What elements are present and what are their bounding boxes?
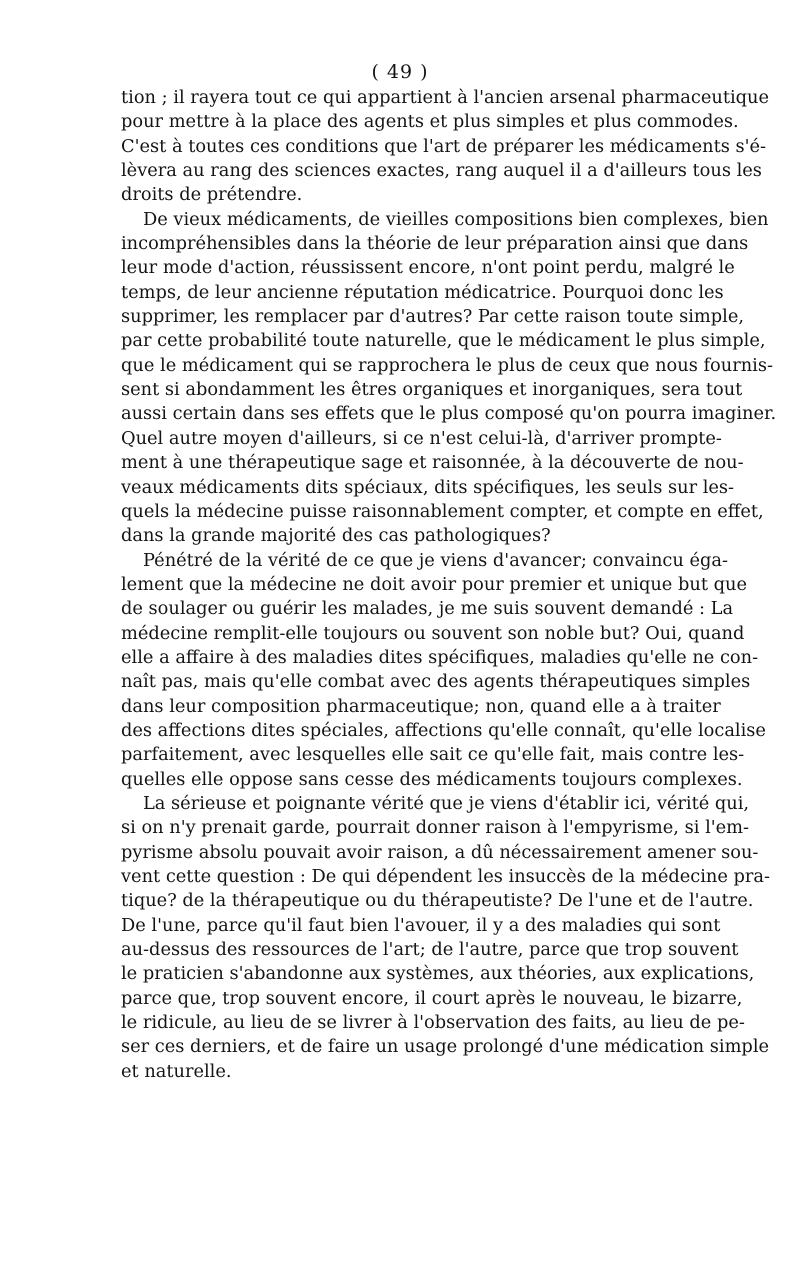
text-line: ser ces derniers, et de faire un usage prolongé d'une médication simple	[121, 1036, 770, 1058]
text-line: De l'une, parce qu'il faut bien l'avouer, il y a des maladies qui sont	[121, 914, 721, 936]
text-line: sent si abondamment les êtres organiques et inorganiques, sera tout	[121, 379, 743, 401]
text-line: et naturelle.	[121, 1060, 232, 1082]
text-line: quelles elle oppose sans cesse des médicaments toujours complexes.	[121, 768, 743, 790]
text-line: par cette probabilité toute naturelle, que le médicament le plus simple,	[121, 330, 766, 352]
page-number: ( 49 )	[371, 61, 429, 83]
text-line: parce que, trop souvent encore, il court après le nouveau, le bizarre,	[121, 987, 743, 1009]
text-line: au-dessus des ressources de l'art; de l'autre, parce que trop souvent	[121, 939, 739, 961]
text-line: le ridicule, au lieu de se livrer à l'observation des faits, au lieu de pe-	[121, 1012, 745, 1034]
text-line: lement que la médecine ne doit avoir pour premier et unique but que	[121, 573, 747, 595]
paragraph-first-line: Pénétré de la vérité de ce que je viens d'avancer; convaincu éga-	[143, 549, 729, 571]
text-line: médecine remplit-elle toujours ou souvent son noble but? Oui, quand	[121, 622, 745, 644]
text-line: que le médicament qui se rapprochera le plus de ceux que nous fournis-	[121, 354, 773, 376]
text-line: temps, de leur ancienne réputation médicatrice. Pourquoi donc les	[121, 281, 724, 303]
paragraph-first-line: De vieux médicaments, de vieilles compositions bien complexes, bien	[143, 208, 769, 230]
text-line: le praticien s'abandonne aux systèmes, aux théories, aux explications,	[121, 963, 755, 985]
text-line: parfaitement, avec lesquelles elle sait ce qu'elle fait, mais contre les-	[121, 744, 745, 766]
text-line: droits de prétendre.	[121, 184, 303, 206]
text-line: tique? de la thérapeutique ou du thérapeutiste? De l'une et de l'autre.	[121, 890, 754, 912]
text-line: pour mettre à la place des agents et plus simples et plus commodes.	[121, 111, 739, 133]
text-line: incompréhensibles dans la théorie de leur préparation ainsi que dans	[121, 233, 749, 255]
text-line: ment à une thérapeutique sage et raisonnée, à la découverte de nou-	[121, 452, 744, 474]
text-line: pyrisme absolu pouvait avoir raison, a dû nécessairement amener sou-	[121, 841, 759, 863]
text-line: lèvera au rang des sciences exactes, rang auquel il a d'ailleurs tous les	[121, 160, 762, 182]
text-line: dans leur composition pharmaceutique; non, quand elle a à traiter	[121, 695, 721, 717]
text-line: vent cette question : De qui dépendent les insuccès de la médecine pra-	[121, 866, 771, 887]
text-line: C'est à toutes ces conditions que l'art de préparer les médicaments s'é-	[121, 135, 767, 157]
text-line: veaux médicaments dits spéciaux, dits spécifiques, les seuls sur les-	[121, 476, 735, 498]
body-text	[121, 86, 777, 1084]
text-line: des affections dites spéciales, affections qu'elle connaît, qu'elle localise	[121, 719, 766, 741]
text-line: Quel autre moyen d'ailleurs, si ce n'est celui-là, d'arriver prompte-	[121, 427, 722, 449]
text-line: aussi certain dans ses effets que le plus composé qu'on pourra imaginer.	[121, 403, 777, 425]
text-line: de soulager ou guérir les malades, je me suis souvent demandé : La	[121, 598, 734, 620]
text-line: si on n'y prenait garde, pourrait donner raison à l'empyrisme, si l'em-	[121, 817, 750, 839]
text-line: tion ; il rayera tout ce qui appartient à l'ancien arsenal pharmaceutique	[121, 87, 770, 108]
text-line: elle a affaire à des maladies dites spécifiques, maladies qu'elle ne con-	[121, 646, 759, 668]
text-line: naît pas, mais qu'elle combat avec des agents thérapeutiques simples	[121, 671, 751, 693]
paragraph-first-line: La sérieuse et poignante vérité que je viens d'établir ici, vérité qui,	[143, 792, 750, 814]
text-line: supprimer, les remplacer par d'autres? Par cette raison toute simple,	[121, 306, 745, 328]
text-line: quels la médecine puisse raisonnablement compter, et compte en effet,	[121, 500, 764, 522]
text-line: leur mode d'action, réussissent encore, n'ont point perdu, malgré le	[121, 257, 735, 279]
text-line: dans la grande majorité des cas pathologiques?	[121, 525, 551, 547]
